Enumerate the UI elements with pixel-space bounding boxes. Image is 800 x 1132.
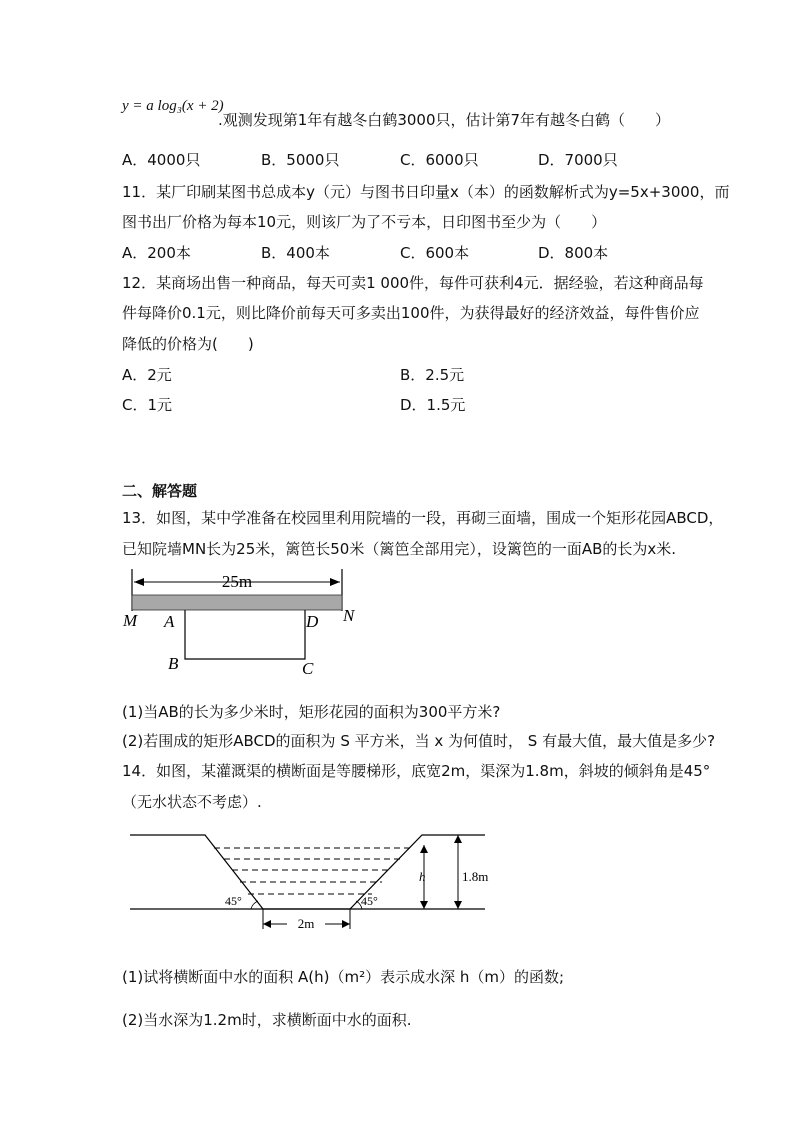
q11-line1: 11．某厂印刷某图书总成本y（元）与图书日印量x（本）的函数解析式为y=5x+3000，而 [122, 183, 730, 201]
q12-line1: 12．某商场出售一种商品，每天可卖1 000件，每件可获利4元．据经验，若这种商品每 [122, 274, 704, 292]
q11-line2: 图书出厂价格为每本10元，则该厂为了不亏本，日印图书至少为（ ） [122, 213, 607, 231]
channel-figure [125, 825, 490, 940]
h-arrow-bottom [420, 901, 428, 909]
q10-option-a: A．4000只 [122, 151, 201, 169]
ground-and-channel [130, 835, 485, 909]
width-arrow-left [263, 920, 271, 928]
wall-length-label: 25m [221, 572, 253, 591]
q12-line2: 件每降价0.1元，则比降价前每天可多卖出100件，为获得最好的经济效益，每件售价应 [122, 304, 700, 322]
depth-arrow-top [454, 835, 462, 843]
q14-line2: （无水状态不考虑）. [122, 793, 262, 811]
q12-option-b: B．2.5元 [400, 366, 465, 384]
width-label: 2m [297, 916, 315, 931]
point-c-label: C [302, 659, 314, 678]
point-m-label: M [123, 611, 138, 630]
q13-line2: 已知院墙MN长为25米，篱笆长50米（篱笆全部用完），设篱笆的一面AB的长为x米. [122, 540, 677, 558]
q11-option-d: D．800本 [538, 244, 609, 262]
q10-option-d: D．7000只 [538, 151, 618, 169]
q14-line1: 14．如图，某灌溉渠的横断面是等腰梯形，底宽2m，渠深为1.8m，斜坡的倾斜角是45° [122, 762, 711, 780]
q14-part2: (2)当水深为1.2m时，求横断面中水的面积. [122, 1011, 412, 1029]
angle-right-label: 45° [361, 894, 378, 908]
point-d-label: D [306, 612, 319, 631]
depth-label: 1.8m [462, 869, 489, 884]
dimension-arrow-left [134, 578, 144, 586]
q10-option-b: B．5000只 [261, 151, 340, 169]
point-n-label: N [343, 606, 355, 625]
q13-part2: (2)若围成的矩形ABCD的面积为 S 平方米，当 x 为何值时， S 有最大值，最大值是多少? [122, 732, 716, 750]
dimension-arrow-right [330, 578, 340, 586]
q14-part1: (1)试将横断面中水的面积 A(h)（m²）表示成水深 h（m）的函数; [122, 968, 565, 986]
section-heading: 二、解答题 [122, 482, 198, 500]
h-arrow-top [420, 845, 428, 853]
q10-formula: y = a log₃(x + 2) [122, 98, 224, 114]
q12-option-c: C．1元 [122, 396, 173, 414]
q11-option-c: C．600本 [400, 244, 470, 262]
point-b-label: B [168, 654, 179, 673]
q10-text: .观测发现第1年有越冬白鹤3000只，估计第7年有越冬白鹤（ ） [218, 111, 671, 129]
q13-part1: (1)当AB的长为多少米时，矩形花园的面积为300平方米? [122, 703, 501, 721]
garden-figure [115, 565, 375, 685]
q10-option-c: C．6000只 [400, 151, 479, 169]
angle-left-label: 45° [225, 894, 242, 908]
q12-option-d: D．1.5元 [400, 396, 466, 414]
q11-option-a: A．200本 [122, 244, 191, 262]
q12-line3: 降低的价格为( ) [122, 335, 254, 353]
h-label: h [419, 869, 426, 884]
q13-line1: 13．如图，某中学准备在校园里利用院墙的一段，再砌三面墙，围成一个矩形花园ABCD， [122, 509, 724, 527]
width-arrow-right [342, 920, 350, 928]
courtyard-wall [132, 595, 342, 610]
point-a-label: A [164, 612, 175, 631]
fence-rectangle [185, 610, 305, 659]
depth-arrow-bottom [454, 901, 462, 909]
q12-option-a: A．2元 [122, 366, 172, 384]
q11-option-b: B．400本 [261, 244, 330, 262]
